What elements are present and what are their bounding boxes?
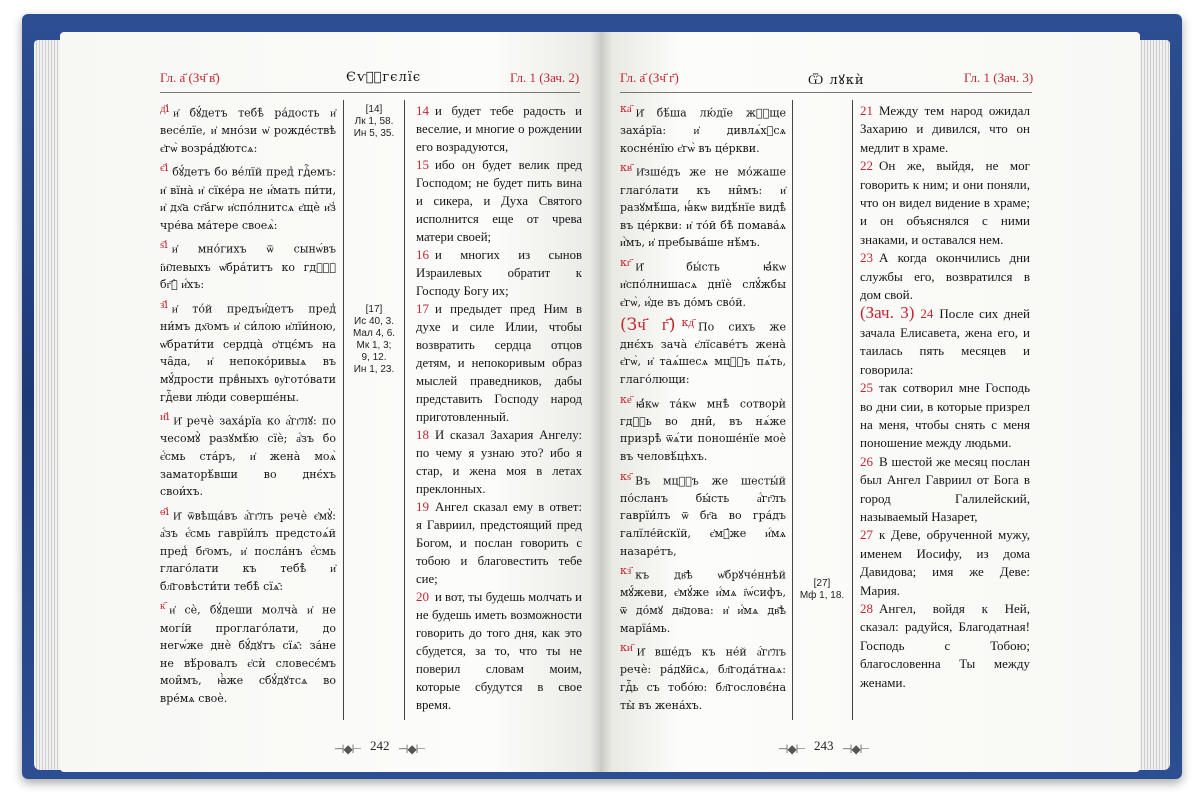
zachalo-marker: (Зч҃ г҃) bbox=[620, 315, 676, 336]
cs-verse bbox=[160, 100, 336, 157]
ru-verse bbox=[860, 379, 1030, 453]
verse-text: По сихъ же днє́хъ зача̀ є҆лїсаве́тъ жена̀ є҆гѡ̀, и҆ таѧ́шесѧ мцⷭ҇ъ пѧ́ть, глаго́лющи: bbox=[620, 320, 786, 386]
ru-verse bbox=[860, 526, 1030, 600]
verse-number: кв҃ bbox=[620, 161, 633, 175]
verse-number: є҃і bbox=[160, 161, 169, 175]
verse-number: 22 bbox=[860, 158, 873, 174]
reference-line: [27] bbox=[813, 578, 831, 589]
right-header-chapter-cs: Гл. а҃ (Зч҃ г҃) bbox=[620, 70, 679, 85]
cs-verse bbox=[620, 159, 786, 252]
left-ref-14 bbox=[346, 104, 402, 140]
verse-text: А когда окончились дни службы его, возвратился в дом свой. bbox=[860, 250, 1030, 303]
verse-number: 26 bbox=[860, 453, 873, 469]
verse-number: 16 bbox=[416, 247, 429, 262]
verse-number: кз҃ bbox=[620, 564, 632, 578]
ru-verse bbox=[416, 588, 582, 714]
verse-number: 15 bbox=[416, 157, 429, 172]
cs-verse bbox=[620, 468, 786, 561]
right-header-title: Ѿ лꙋкѝ bbox=[808, 73, 865, 88]
verse-text: Ангел сказал ему в ответ: я Гавриил, предстоящий пред Богом, и послан говорить с тобою и благовестить тебе сие; bbox=[416, 500, 582, 586]
cs-verse bbox=[160, 296, 336, 406]
verse-text: и҆ то́й предъи҆́детъ пред̾ ни́мъ дх҃омъ и҆ си́лою и҆лїи́ною, ѡ҆брати́ти сердца̀ ѻ҆тцє́мъ на ча̑да, и҆ непоко́ривыѧ въ мꙋ́дрости првⷣныхъ ᲂу҆гото́вати гдⷭ҇еви лю́ди соверше́ны. bbox=[160, 302, 336, 404]
cs-verse bbox=[620, 254, 786, 311]
verse-number: ки҃ bbox=[620, 641, 633, 655]
left-ornament-left: ⊣◆⊢ bbox=[334, 742, 362, 756]
ru-verse bbox=[416, 102, 582, 156]
left-divider-2 bbox=[404, 100, 405, 720]
verse-number: 25 bbox=[860, 380, 873, 396]
cs-verse bbox=[160, 408, 336, 501]
left-ref-17 bbox=[346, 304, 402, 376]
ru-verse bbox=[860, 304, 1030, 379]
left-ru-column bbox=[416, 102, 582, 714]
verse-text: бꙋ́детъ бо ве́лїй пред̾ гдⷭ҇емъ: и҆ вїна̀ и҆ сїке́ра не и҆́мать пи́ти, и҆ дх҃а ст҃а́гѡ и҆спо́лнитсѧ є҆щѐ и҆з̾ чре́ва ма́тере своеѧ̀: bbox=[160, 166, 336, 232]
reference-line: Мал 4, 6. bbox=[352, 328, 396, 339]
verse-text: и будет тебе радость и веселие, и многие о рождении его возрадуются, bbox=[416, 104, 582, 154]
ru-verse bbox=[860, 157, 1030, 249]
cs-verse bbox=[620, 100, 786, 157]
left-header-chapter-ru: Гл. 1 (Зач. 2) bbox=[510, 70, 580, 85]
verse-text: И҆ речѐ заха́рїа ко а҆́гг҃лꙋ: по чесомꙋ̀ разꙋмѣ́ю сїѐ; а҆́зъ бо є҆́смь ста́ръ, и҆ жена̀ моѧ̀ заматорѣ́вши во днє́хъ свои́хъ. bbox=[160, 414, 336, 499]
verse-text: к Деве, обрученной мужу, именем Иосифу, из дома Давидова; имя же Деве: Мария. bbox=[860, 527, 1030, 598]
right-ru-column bbox=[860, 102, 1030, 692]
verse-text: и҆ сѐ, бꙋ́деши молча̀ и҆ не могі́й проглаго́лати, до негѡ́же днѐ бꙋ́дꙋтъ сїѧ̑: за́не не вѣ́ровалъ є҆сѝ словесє́мъ мои̑мъ, ꙗ҆̀же сбꙋ́дꙋтсѧ во вре́мѧ своѐ. bbox=[160, 604, 336, 705]
verse-text: И҆зше́дъ же не мо́жаше глаго́лати къ ни̑мъ: и҆ разꙋмѣ́ша, ꙗ҆́кѡ видѣ́нїе видѣ̀ въ це́ркви: и҆ то́й бѣ̀ помава́ѧ и҆̀мъ, и҆ пребыва́ше нѣ́мъ. bbox=[620, 166, 786, 250]
verse-text: И҆ вше́дъ къ не́й а҆́гг҃лъ речѐ: ра́дꙋйсѧ, бл҃года́тнаѧ: гдⷭ҇ь съ тобо́ю: бл҃гословє́на ты̀ въ жена́хъ. bbox=[620, 645, 786, 712]
book-gutter bbox=[590, 32, 612, 772]
right-ornament-left: ⊣◆⊢ bbox=[778, 742, 806, 756]
verse-text: И҆ бѣ́ша лю́дїе жⷣꙋще заха́рїа: и҆ дивлѧ́хꙋсѧ косне́нїю є҆гѡ̀ въ це́ркви. bbox=[620, 106, 786, 155]
verse-text: Въ мцⷭ҇ъ же шесты́й по́сланъ бы́сть а҆́гг҃лъ гаврїи́лъ ѿ бг҃а во гра́дъ галїле́йскїй, є҆мꙋ́же и҆́мѧ назаре́тъ, bbox=[620, 474, 786, 558]
verse-text: И сказал Захария Ангелу: по чему я узнаю это? ибо я стар, и жена моя в летах преклонных. bbox=[416, 428, 582, 496]
verse-number: ѳ҃і bbox=[160, 504, 170, 518]
cs-verse bbox=[620, 391, 786, 466]
verse-number: 21 bbox=[860, 103, 873, 118]
cs-verse bbox=[160, 503, 336, 596]
right-header-chapter-ru: Гл. 1 (Зач. 3) bbox=[964, 70, 1034, 85]
right-cs-column bbox=[620, 100, 786, 716]
reference-line: Лк 1, 58. bbox=[354, 116, 394, 127]
right-ornament-right: ⊣◆⊢ bbox=[842, 742, 870, 756]
reference-line: [17] bbox=[365, 304, 383, 315]
right-page-number: 243 bbox=[814, 738, 834, 753]
reference-line: 9, 12. bbox=[361, 352, 387, 363]
verse-text: И҆ бы́сть ꙗ҆́кѡ и҆спо́лнишасѧ днїѐ слꙋ́жбы є҆гѡ̀, и҆́де въ до́мъ сво́й. bbox=[620, 260, 786, 309]
verse-number: ѕ҃і bbox=[160, 238, 168, 252]
verse-number: кѕ҃ bbox=[620, 469, 632, 483]
verse-number: 23 bbox=[860, 250, 873, 266]
verse-number: ке҃ bbox=[620, 392, 632, 406]
verse-text: так сотворил мне Господь во дни сии, в которые призрел на меня, чтобы снять с меня поношение между людьми. bbox=[860, 380, 1030, 451]
verse-number: 14 bbox=[416, 103, 429, 118]
verse-text: Ангел, войдя к Ней, сказал: радуйся, Благодатная! Господь с Тобою; благословенна Ты между женами. bbox=[860, 600, 1030, 690]
verse-number: ка҃ bbox=[620, 102, 632, 115]
verse-text: Между тем народ ожидал Захарию и дивился, что он медлит в храме. bbox=[860, 103, 1030, 155]
verse-text: и҆ мно́гихъ ѿ сынѡ́въ і҆и҃левыхъ ѡ҆бра́титъ ко гдⷭ҇ꙋ бг҃ꙋ̀ и҆́хъ: bbox=[160, 243, 336, 292]
verse-text: ꙗ҆́кѡ та́кѡ мнѣ̀ сотворѝ гдⷭ҇ь во дни̑, въ нѧ́же призрѣ̀ ѿѧ́ти поноше́нїе моѐ въ человѣ́цѣхъ. bbox=[620, 397, 786, 463]
ru-verse bbox=[416, 156, 582, 246]
reference-line: [14] bbox=[365, 104, 383, 115]
verse-text: къ дв҃ѣ ѡ҆брꙋче́ннѣй мꙋ́жеви, є҆мꙋ́же и҆́мѧ і҆ѡ́сифъ, ѿ до́мꙋ дв҃дова: и҆ и҆́мѧ дв҃ѣ марїа́мь. bbox=[620, 568, 786, 635]
verse-text: и҆ бꙋ́детъ тебѣ̀ ра́дость и҆ весе́лїе, и҆ мно́зи ѡ҆ рожде́ствѣ є҆гѡ̀ возра́дꙋютсѧ: bbox=[160, 106, 336, 155]
right-divider-2 bbox=[852, 100, 853, 720]
verse-number: 28 bbox=[860, 600, 873, 616]
verse-text: и многих из сынов Израилевых обратит к Господу Богу их; bbox=[416, 248, 582, 298]
verse-text: и предыдет пред Ним в духе и силе Илии, чтобы возвратить сердца отцов детям, и непокоривым образ мыслей праведников, дабы представить Господу народ приготовленный. bbox=[416, 302, 582, 424]
verse-text: и вот, ты будешь молчать и не будешь иметь возможности говорить до того дня, как это сбудется, за то, что ты не поверил словам моим, которые сбудутся в свое время. bbox=[416, 590, 582, 712]
verse-number: д҃і bbox=[160, 102, 170, 115]
cs-verse bbox=[160, 159, 336, 234]
verse-number: кд҃ bbox=[681, 315, 694, 329]
left-header-title: Єѵⷢ҇гєлїє bbox=[346, 70, 422, 85]
cs-verse bbox=[620, 314, 786, 389]
reference-line: Ис 40, 3. bbox=[354, 316, 394, 327]
reference-line: Мк 1, 3; bbox=[356, 340, 392, 351]
ru-verse bbox=[860, 102, 1030, 157]
ru-verse bbox=[416, 246, 582, 300]
left-header-chapter-cs: Гл. а҃ (Зч҃ в҃) bbox=[160, 70, 220, 85]
ru-verse bbox=[416, 300, 582, 426]
verse-text: И҆ ѿвѣща́въ а҆́гг҃лъ речѐ є҆мꙋ̀: а҆́зъ є҆́смь гаврїи́лъ предстоѧ́й пред̾ бг҃омъ, и҆ посла́нъ є҆́смь глаго́лати къ тебѣ̀ и҆ бл҃говѣсти́ти тебѣ̀ сїѧ̑: bbox=[160, 509, 336, 593]
zachalo-marker: (Зач. 3) bbox=[860, 303, 915, 323]
left-ornament-right: ⊣◆⊢ bbox=[398, 742, 426, 756]
right-ref-27 bbox=[794, 578, 850, 602]
verse-text: Он же, выйдя, не мог говорить к ним; и они поняли, что он видел видение в храме; и он объяснялся с ними знаками, и оставался нем. bbox=[860, 158, 1030, 247]
ru-verse bbox=[860, 453, 1030, 527]
cs-verse bbox=[620, 639, 786, 714]
verse-number: 17 bbox=[416, 301, 429, 316]
ru-verse bbox=[416, 498, 582, 588]
cs-verse bbox=[160, 597, 336, 707]
verse-number: 19 bbox=[416, 499, 429, 514]
ru-verse bbox=[860, 600, 1030, 692]
verse-text: ибо он будет велик пред Господом; не будет пить вина и сикера, и Духа Святого исполнится еще от чрева матери своей; bbox=[416, 158, 582, 244]
verse-number: з҃і bbox=[160, 297, 168, 311]
verse-number: к҃ bbox=[160, 599, 166, 613]
ru-verse bbox=[416, 426, 582, 498]
verse-number: кг҃ bbox=[620, 256, 632, 270]
verse-text: В шестой же месяц послан был Ангел Гавриил от Бога в город Галилейский, называемый Назарет, bbox=[860, 453, 1030, 524]
reference-line: Ин 1, 23. bbox=[353, 364, 395, 375]
verse-number: 20 bbox=[416, 589, 429, 604]
cs-verse bbox=[160, 236, 336, 293]
left-page-number: 242 bbox=[370, 738, 390, 753]
reference-line: Мф 1, 18. bbox=[799, 590, 845, 601]
cs-verse bbox=[620, 562, 786, 637]
reference-line: Ин 5, 35. bbox=[353, 128, 395, 139]
left-cs-column bbox=[160, 100, 336, 710]
verse-number: 18 bbox=[416, 427, 429, 442]
left-divider-1 bbox=[343, 100, 344, 720]
verse-text: После сих дней зачала Елисавета, жена его, и таилась пять месяцев и говорила: bbox=[860, 306, 1030, 377]
right-divider-1 bbox=[792, 100, 793, 720]
left-header-rule bbox=[160, 92, 580, 93]
verse-number: 24 bbox=[920, 306, 934, 322]
ru-verse bbox=[860, 249, 1030, 304]
verse-number: и҃і bbox=[160, 410, 170, 424]
right-header-rule bbox=[620, 92, 1032, 93]
verse-number: 27 bbox=[860, 527, 873, 543]
